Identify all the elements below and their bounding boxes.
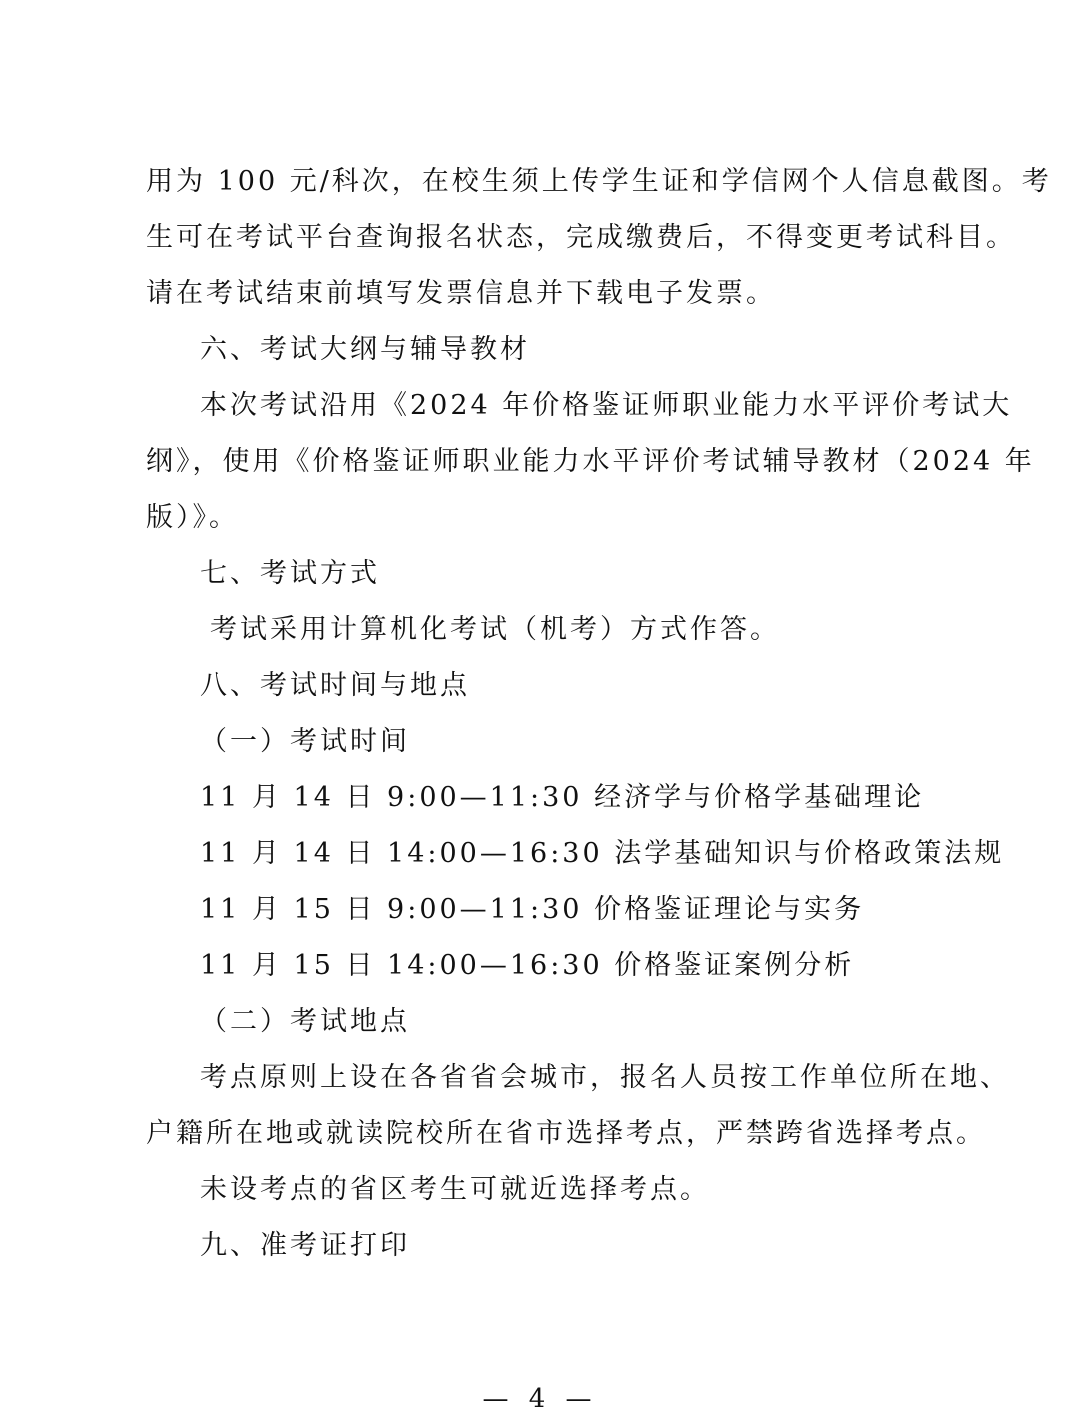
schedule-line: 11 月 14 日 14:00—16:30 法学基础知识与价格政策法规 — [200, 838, 1005, 869]
paragraph-line: 户籍所在地或就读院校所在省市选择考点，严禁跨省选择考点。 — [146, 1118, 986, 1149]
section-heading: 九、准考证打印 — [200, 1230, 410, 1261]
paragraph-line: 本次考试沿用《2024 年价格鉴证师职业能力水平评价考试大 — [200, 390, 1013, 421]
schedule-line: 11 月 15 日 9:00—11:30 价格鉴证理论与实务 — [200, 894, 865, 925]
schedule-line: 11 月 15 日 14:00—16:30 价格鉴证案例分析 — [200, 950, 855, 981]
section-heading: 八、考试时间与地点 — [200, 670, 470, 701]
paragraph-line: 版）》。 — [146, 502, 239, 533]
section-heading: 六、考试大纲与辅导教材 — [200, 334, 530, 365]
schedule-line: 11 月 14 日 9:00—11:30 经济学与价格学基础理论 — [200, 782, 925, 813]
paragraph-line: 考试采用计算机化考试（机考）方式作答。 — [210, 614, 780, 645]
subsection-heading: （二）考试地点 — [200, 1006, 410, 1037]
paragraph-line: 用为 100 元/科次，在校生须上传学生证和学信网个人信息截图。考 — [146, 166, 1052, 197]
paragraph-line: 未设考点的省区考生可就近选择考点。 — [200, 1174, 710, 1205]
section-heading: 七、考试方式 — [200, 558, 380, 589]
paragraph-line: 纲》，使用《价格鉴证师职业能力水平评价考试辅导教材（2024 年 — [146, 446, 1035, 477]
paragraph-line: 生可在考试平台查询报名状态，完成缴费后，不得变更考试科目。 — [146, 222, 1016, 253]
paragraph-line: 请在考试结束前填写发票信息并下载电子发票。 — [146, 278, 776, 309]
paragraph-line: 考点原则上设在各省省会城市，报名人员按工作单位所在地、 — [200, 1062, 1010, 1093]
page-number: — 4 — — [482, 1384, 598, 1414]
subsection-heading: （一）考试时间 — [200, 726, 410, 757]
